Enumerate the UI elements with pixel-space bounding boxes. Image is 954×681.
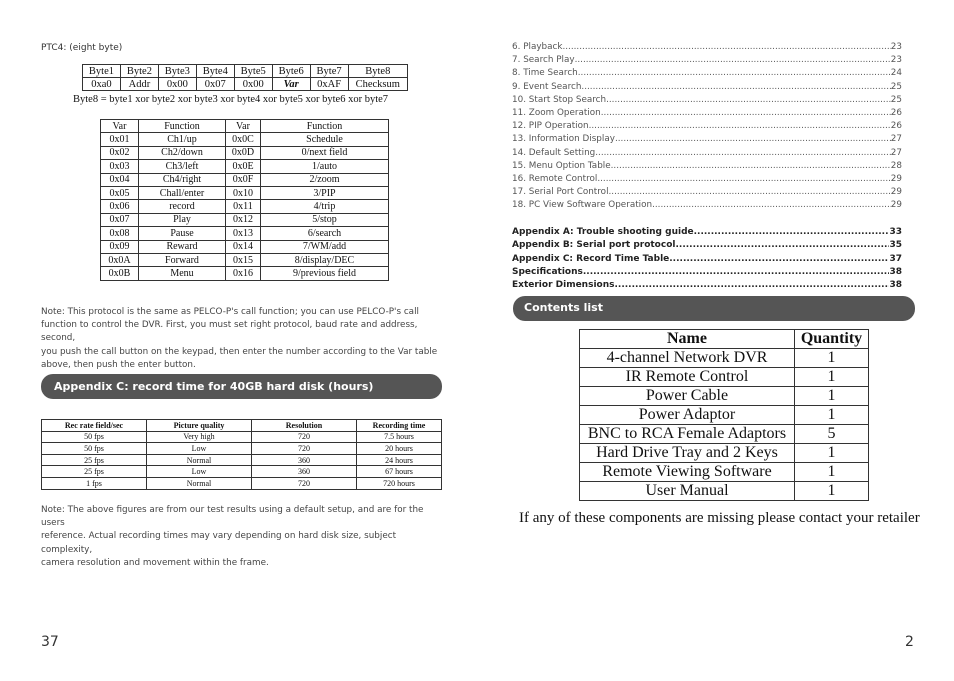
- table-cell: 4-channel Network DVR: [580, 349, 795, 368]
- page-number-right: 2: [905, 634, 914, 650]
- toc-entry: [512, 81, 902, 94]
- toc-entry: [512, 133, 902, 146]
- table-cell: 0xAF: [310, 78, 348, 91]
- toc-leader-dots: [606, 94, 891, 107]
- table-cell: 0x14: [226, 240, 261, 253]
- table-row: [101, 227, 389, 240]
- table-row: [580, 444, 869, 463]
- table-row: [580, 368, 869, 387]
- table-cell: 1: [795, 444, 869, 463]
- table-cell: Chall/enter: [139, 186, 226, 199]
- toc-entry-page: 37: [889, 253, 902, 264]
- table-cell: 1 fps: [42, 477, 147, 489]
- table-cell: Ch2/down: [139, 146, 226, 159]
- table-cell: 0x16: [226, 267, 261, 280]
- toc-entry: [512, 67, 902, 80]
- toc-leader-dots: [562, 41, 890, 54]
- toc-entry-page: 24: [890, 68, 902, 79]
- table-cell: Ch3/left: [139, 160, 226, 173]
- note-line: reference. Actual recording times may vary depending on hard disk size, subject complexity,: [41, 531, 397, 555]
- table-cell: record: [139, 200, 226, 213]
- table-cell: BNC to RCA Female Adaptors: [580, 425, 795, 444]
- table-row: [580, 387, 869, 406]
- toc-entry: [512, 120, 902, 133]
- toc-entry: [512, 147, 902, 160]
- toc-entry-label: 15. Menu Option Table: [512, 160, 611, 171]
- table-row: [101, 213, 389, 226]
- toc-entry-label: Specifications: [512, 266, 583, 277]
- toc-entry-label: Exterior Dimensions: [512, 280, 615, 291]
- table-cell: User Manual: [580, 482, 795, 501]
- toc-entry: [512, 186, 902, 199]
- table-header-cell: Rec rate field/sec: [42, 420, 147, 432]
- table-row: [580, 482, 869, 501]
- contents-table: [579, 329, 869, 501]
- toc-entry-label: 9. Event Search: [512, 81, 582, 92]
- toc-entry-page: 25: [890, 81, 902, 92]
- toc-entry-label: 7. Search Play: [512, 55, 575, 66]
- table-cell: 720 hours: [357, 477, 442, 489]
- protocol-note: [41, 306, 446, 372]
- page-number-left: 37: [41, 634, 59, 650]
- table-cell: 25 fps: [42, 454, 147, 466]
- table-cell: 0x05: [101, 186, 139, 199]
- table-header-cell: Byte7: [310, 65, 348, 78]
- toc-entry-page: 27: [890, 147, 902, 158]
- record-time-table: [41, 419, 442, 490]
- toc-entry-label: 12. PIP Operation: [512, 121, 589, 132]
- note-line: you push the call button on the keypad, then enter the number according to the Var table: [41, 346, 438, 357]
- table-header-row: [101, 120, 389, 133]
- table-row: [101, 253, 389, 266]
- table-cell: 24 hours: [357, 454, 442, 466]
- table-cell: 720: [252, 477, 357, 489]
- ptc-label: PTC4: (eight byte): [41, 43, 123, 53]
- toc-entry-label: 17. Serial Port Control: [512, 187, 609, 198]
- table-header-cell: Byte3: [158, 65, 196, 78]
- table-cell: 1: [795, 368, 869, 387]
- table-header-cell: Function: [139, 120, 226, 133]
- table-cell: 0x0E: [226, 160, 261, 173]
- toc-entry-page: 28: [890, 160, 902, 171]
- table-header-cell: Var: [101, 120, 139, 133]
- table-cell: 360: [252, 466, 357, 478]
- table-cell: Reward: [139, 240, 226, 253]
- table-cell: 1/auto: [261, 160, 389, 173]
- toc-entry: [512, 266, 902, 279]
- table-cell: 0x0A: [101, 253, 139, 266]
- table-cell: Pause: [139, 227, 226, 240]
- toc-entry-label: 14. Default Setting: [512, 147, 596, 158]
- table-cell: Very high: [147, 431, 252, 443]
- table-row: [42, 431, 442, 443]
- missing-components-note: If any of these components are missing please contact your retailer: [519, 510, 920, 526]
- appendix-c-title: Appendix C: record time for 40GB hard disk (hours): [54, 380, 374, 393]
- table-cell: Menu: [139, 267, 226, 280]
- table-cell: 20 hours: [357, 443, 442, 455]
- toc-entry: [512, 41, 902, 54]
- table-row: [83, 78, 408, 91]
- table-header-cell: Recording time: [357, 420, 442, 432]
- table-cell: 0x00: [234, 78, 272, 91]
- table-cell: 1: [795, 482, 869, 501]
- table-cell: 7.5 hours: [357, 431, 442, 443]
- table-cell: Schedule: [261, 133, 389, 146]
- toc-leader-dots: [581, 81, 890, 94]
- toc-entry: [512, 94, 902, 107]
- table-cell: 4/trip: [261, 200, 389, 213]
- table-header-cell: Name: [580, 330, 795, 349]
- contents-list-title: Contents list: [524, 301, 603, 314]
- table-cell: 720: [252, 443, 357, 455]
- table-header-cell: Function: [261, 120, 389, 133]
- toc-leader-dots: [614, 279, 889, 292]
- table-header-row: [83, 65, 408, 78]
- table-cell: Power Adaptor: [580, 406, 795, 425]
- table-cell: 0x02: [101, 146, 139, 159]
- toc-leader-dots: [595, 147, 891, 160]
- byte8-formula: Byte8 = byte1 xor byte2 xor byte3 xor byte4 xor byte5 xor byte6 xor byte7: [73, 94, 389, 105]
- table-row: [42, 466, 442, 478]
- table-cell: 25 fps: [42, 466, 147, 478]
- table-row: [101, 267, 389, 280]
- table-header-row: [580, 330, 869, 349]
- table-cell: 5: [795, 425, 869, 444]
- toc-leader-dots: [597, 173, 890, 186]
- toc-entry-label: Appendix A: Trouble shooting guide: [512, 227, 694, 237]
- table-cell: 0x0B: [101, 267, 139, 280]
- table-header-cell: Resolution: [252, 420, 357, 432]
- toc-leader-dots: [609, 186, 891, 199]
- table-cell: Ch4/right: [139, 173, 226, 186]
- toc-leader-dots: [694, 226, 890, 239]
- table-cell: 0x0D: [226, 146, 261, 159]
- table-cell: 50 fps: [42, 443, 147, 455]
- table-cell: Normal: [147, 454, 252, 466]
- toc-entry: [512, 54, 902, 67]
- toc-leader-dots: [583, 266, 890, 279]
- toc-entry: [512, 253, 902, 266]
- table-cell: Low: [147, 443, 252, 455]
- table-cell: Play: [139, 213, 226, 226]
- table-cell: 0x06: [101, 200, 139, 213]
- table-cell: 0x08: [101, 227, 139, 240]
- recording-note: [41, 504, 446, 570]
- table-cell: 0x03: [101, 160, 139, 173]
- table-cell: Power Cable: [580, 387, 795, 406]
- table-cell: 1: [795, 349, 869, 368]
- toc-leader-dots: [615, 133, 891, 146]
- toc-entry-label: 6. Playback: [512, 42, 563, 52]
- table-cell: 0x07: [196, 78, 234, 91]
- table-cell: 67 hours: [357, 466, 442, 478]
- table-cell: 0x15: [226, 253, 261, 266]
- table-row: [101, 240, 389, 253]
- toc-entry-page: 26: [890, 121, 902, 132]
- note-line: above, then push the enter button.: [41, 359, 196, 370]
- table-cell: 9/previous field: [261, 267, 389, 280]
- toc-entry-label: 13. Information Display: [512, 134, 615, 145]
- table-cell: 0/next field: [261, 146, 389, 159]
- appendix-list: [512, 226, 902, 292]
- table-row: [101, 133, 389, 146]
- toc-entry-page: 29: [890, 173, 902, 184]
- table-row: [580, 463, 869, 482]
- note-line: Note: This protocol is the same as PELCO-P's call function; you can use PELCO-P's call: [41, 307, 419, 317]
- toc-leader-dots: [601, 107, 891, 120]
- toc-entry: [512, 173, 902, 186]
- toc-entry-page: 35: [889, 240, 902, 251]
- note-line: function to control the DVR. First, you must set right protocol, baud rate and address, second,: [41, 320, 418, 344]
- table-cell: 50 fps: [42, 431, 147, 443]
- table-cell: Remote Viewing Software: [580, 463, 795, 482]
- table-cell: 0x0C: [226, 133, 261, 146]
- table-cell: Var: [272, 78, 310, 91]
- table-header-cell: Byte8: [348, 65, 407, 78]
- toc-entry-label: 18. PC View Software Operation: [512, 200, 653, 211]
- note-line: camera resolution and movement within the frame.: [41, 557, 269, 568]
- table-cell: 0x13: [226, 227, 261, 240]
- table-cell: Addr: [120, 78, 158, 91]
- toc-entry-page: 25: [890, 94, 902, 105]
- table-row: [101, 160, 389, 173]
- table-header-cell: Quantity: [795, 330, 869, 349]
- table-header-cell: Byte5: [234, 65, 272, 78]
- table-row: [101, 173, 389, 186]
- toc-entry: [512, 239, 902, 252]
- table-cell: IR Remote Control: [580, 368, 795, 387]
- table-cell: 0x01: [101, 133, 139, 146]
- table-cell: 0x11: [226, 200, 261, 213]
- toc-entry-page: 27: [890, 134, 902, 145]
- table-header-cell: Var: [226, 120, 261, 133]
- table-row: [580, 425, 869, 444]
- table-cell: 0x10: [226, 186, 261, 199]
- table-cell: 720: [252, 431, 357, 443]
- toc-entry-label: Appendix C: Record Time Table: [512, 253, 670, 264]
- table-header-cell: Byte4: [196, 65, 234, 78]
- table-row: [580, 349, 869, 368]
- toc-entry-page: 26: [890, 107, 902, 118]
- toc-entry: [512, 226, 902, 239]
- ptc-byte-table: [82, 64, 408, 91]
- appendix-c-banner: [41, 374, 442, 399]
- table-cell: 2/zoom: [261, 173, 389, 186]
- table-cell: 0xa0: [83, 78, 121, 91]
- toc-entry-page: 29: [890, 200, 902, 211]
- table-row: [42, 477, 442, 489]
- table-cell: 7/WM/add: [261, 240, 389, 253]
- toc-entry-page: 23: [890, 55, 902, 66]
- toc-leader-dots: [589, 120, 891, 133]
- toc-entry-label: 16. Remote Control: [512, 173, 598, 184]
- table-cell: Low: [147, 466, 252, 478]
- toc-entry-label: 11. Zoom Operation: [512, 107, 601, 118]
- var-function-table: [100, 119, 389, 281]
- table-cell: 3/PIP: [261, 186, 389, 199]
- table-cell: 0x0F: [226, 173, 261, 186]
- toc-entry-page: 33: [889, 227, 902, 237]
- table-cell: 360: [252, 454, 357, 466]
- table-row: [580, 406, 869, 425]
- table-cell: 0x00: [158, 78, 196, 91]
- toc-entry-page: 38: [889, 266, 902, 277]
- table-cell: 8/display/DEC: [261, 253, 389, 266]
- toc-entry-label: Appendix B: Serial port protocol: [512, 240, 676, 251]
- toc-leader-dots: [611, 160, 891, 173]
- table-header-cell: Byte2: [120, 65, 158, 78]
- table-cell: 1: [795, 387, 869, 406]
- table-header-cell: Picture quality: [147, 420, 252, 432]
- table-cell: Hard Drive Tray and 2 Keys: [580, 444, 795, 463]
- table-cell: Ch1/up: [139, 133, 226, 146]
- table-cell: 5/stop: [261, 213, 389, 226]
- toc-entry: [512, 160, 902, 173]
- toc-entry-page: 23: [890, 42, 902, 52]
- note-line: Note: The above figures are from our test results using a default setup, and are for the users: [41, 505, 424, 529]
- toc-entry: [512, 107, 902, 120]
- table-row: [42, 454, 442, 466]
- table-row: [101, 146, 389, 159]
- table-header-row: [42, 420, 442, 432]
- table-cell: 0x12: [226, 213, 261, 226]
- table-cell: Forward: [139, 253, 226, 266]
- table-header-cell: Byte6: [272, 65, 310, 78]
- toc-entry-label: 8. Time Search: [512, 68, 578, 79]
- toc-leader-dots: [669, 253, 889, 266]
- toc-entry: [512, 199, 902, 212]
- toc-entry-page: 38: [889, 280, 902, 291]
- toc-leader-dots: [652, 199, 891, 212]
- table-row: [101, 186, 389, 199]
- table-cell: 1: [795, 406, 869, 425]
- contents-list-banner: [513, 296, 915, 321]
- toc-entry-page: 29: [890, 187, 902, 198]
- table-header-cell: Byte1: [83, 65, 121, 78]
- toc-entry: [512, 279, 902, 292]
- table-cell: 6/search: [261, 227, 389, 240]
- toc-leader-dots: [575, 54, 891, 67]
- table-cell: 0x09: [101, 240, 139, 253]
- table-cell: 1: [795, 463, 869, 482]
- table-row: [101, 200, 389, 213]
- table-of-contents: [512, 41, 902, 212]
- table-cell: 0x04: [101, 173, 139, 186]
- toc-entry-label: 10. Start Stop Search: [512, 94, 607, 105]
- toc-leader-dots: [675, 239, 889, 252]
- table-cell: Normal: [147, 477, 252, 489]
- table-cell: Checksum: [348, 78, 407, 91]
- table-row: [42, 443, 442, 455]
- table-cell: 0x07: [101, 213, 139, 226]
- toc-leader-dots: [578, 67, 891, 80]
